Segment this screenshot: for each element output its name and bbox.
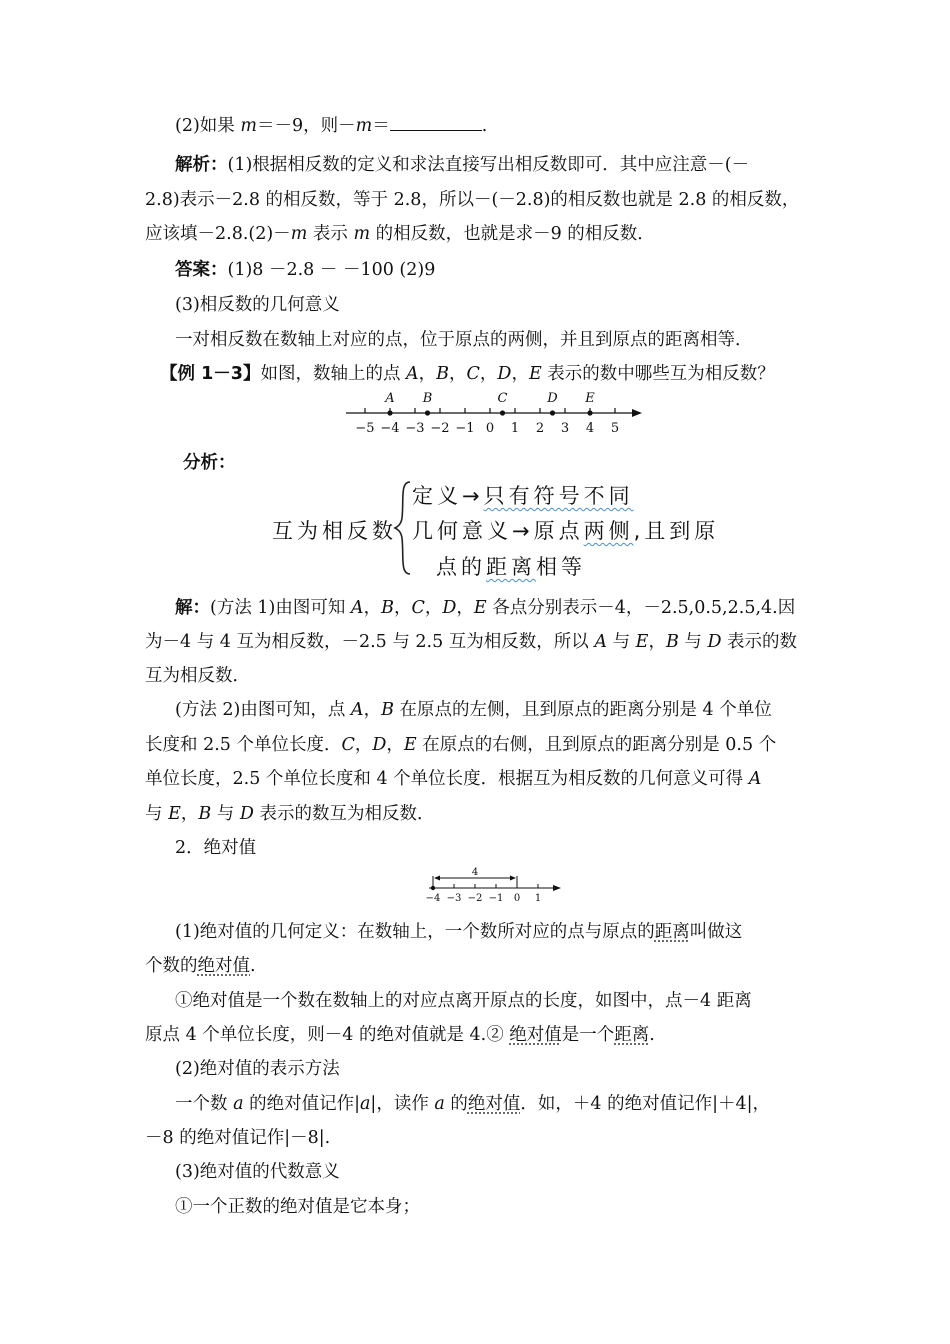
answer-blank — [390, 115, 482, 131]
algebraic-meaning-rule-1: ①一个正数的绝对值是它本身； — [175, 1197, 420, 1217]
notation-text-line-1: 一个数 a 的绝对值记作|a|，读作 a 的绝对值．如，＋4 的绝对值记作|＋4|， — [175, 1094, 771, 1114]
question-2-line: (2)如果 m＝－9，则－m＝ . — [175, 116, 488, 136]
distance-label: 4 — [471, 867, 479, 878]
section-heading-geometric-meaning: (3)相反数的几何意义 — [175, 295, 340, 315]
absolute-value-note-line-2: 原点 4 个单位长度，则－4 的绝对值就是 4.② 绝对值是一个距离. — [145, 1025, 655, 1045]
diagram-branch-definition: 定义→只有符号不同 — [412, 484, 634, 508]
analysis-paragraph-line-1: 解析：(1)根据相反数的定义和求法直接写出相反数即可．其中应注意－(－ — [175, 155, 750, 175]
notation-text-line-2: －8 的绝对值记作|－8|. — [145, 1128, 331, 1148]
distance-arrowhead-right — [510, 876, 516, 881]
tick-label: 0 — [485, 421, 495, 436]
diagram-branch-geometric-cont: 点的距离相等 — [436, 555, 586, 579]
distance-arrowhead-left — [434, 876, 440, 881]
tick-label: 1 — [510, 421, 520, 436]
answer-line: 答案：(1)8 －2.8 － －100 (2)9 — [175, 260, 436, 280]
number-line-arrowhead — [632, 409, 642, 417]
section-heading-absolute-value: 2．绝对值 — [175, 838, 257, 858]
tick-label: −2 — [430, 421, 450, 436]
tick-label: −3 — [405, 421, 425, 436]
geometric-meaning-text: 一对相反数在数轴上对应的点，位于原点的两侧，并且到原点的距离相等． — [175, 330, 753, 350]
number-line-figure — [340, 385, 650, 437]
tick-label: 3 — [560, 421, 570, 436]
tick-label: −5 — [355, 421, 375, 436]
point-E — [587, 410, 592, 415]
solution-method-1-line-3: 互为相反数． — [145, 666, 250, 686]
point-D — [550, 410, 555, 415]
analysis-label: 分析： — [183, 453, 236, 473]
tick-label: 1 — [534, 893, 542, 904]
point-label-E: E — [585, 391, 595, 406]
example-1-3-question: 【例 1－3】如图，数轴上的点 A，B，C，D，E 表示的数中哪些互为相反数？ — [160, 364, 775, 384]
solution-method-2-line-3: 单位长度，2.5 个单位长度和 4 个单位长度．根据互为相反数的几何意义可得 A — [145, 769, 762, 789]
tick-label: 5 — [610, 421, 620, 436]
point-label-D: D — [547, 391, 558, 406]
point-B — [425, 410, 430, 415]
diagram-root-term: 互为相反数 — [272, 519, 397, 543]
point-label-A: A — [385, 391, 395, 406]
absolute-value-number-line — [425, 862, 565, 908]
tick-label: −1 — [455, 421, 475, 436]
analysis-paragraph-line-2: 2.8)表示－2.8 的相反数，等于 2.8，所以－(－2.8)的相反数也就是 2.8 的相反数， — [145, 190, 800, 210]
number-line-arrowhead — [553, 885, 561, 891]
solution-method-2-line-2: 长度和 2.5 个单位长度．C，D，E 在原点的右侧，且到原点的距离分别是 0.5 个 — [145, 735, 777, 755]
tick-label: −4 — [425, 893, 441, 904]
absolute-value-definition-line-2: 个数的绝对值. — [145, 956, 256, 976]
section-heading-notation: (2)绝对值的表示方法 — [175, 1059, 340, 1079]
diagram-branch-geometric: 几何意义→原点两侧,且到原 — [412, 519, 720, 543]
absolute-value-definition-line-1: (1)绝对值的几何定义：在数轴上，一个数所对应的点与原点的距离叫做这 — [175, 922, 743, 942]
solution-method-1-line-1: 解：(方法 1)由图可知 A，B，C，D，E 各点分别表示－4，－2.5,0.5,2.5,4.因 — [175, 598, 796, 618]
solution-method-2-line-4: 与 E，B 与 D 表示的数互为相反数． — [145, 804, 435, 824]
tick-label: −1 — [488, 893, 504, 904]
tick-label: −4 — [380, 421, 400, 436]
point-C — [500, 410, 505, 415]
point-label-C: C — [497, 391, 508, 406]
absolute-value-note-line-1: ①绝对值是一个数在数轴上的对应点离开原点的长度，如图中，点－4 距离 — [175, 991, 752, 1011]
tick-label: 4 — [585, 421, 595, 436]
tick-label: 2 — [535, 421, 545, 436]
solution-method-1-line-2: 为－4 与 4 互为相反数，－2.5 与 2.5 互为相反数，所以 A 与 E，B 与 D 表示的数 — [145, 632, 798, 652]
tick-label: 0 — [513, 893, 521, 904]
analysis-paragraph-line-3: 应该填－2.8.(2)－m 表示 m 的相反数，也就是求－9 的相反数． — [145, 224, 655, 244]
point-A — [387, 410, 392, 415]
tick-label: −3 — [446, 893, 462, 904]
tick-label: −2 — [467, 893, 483, 904]
solution-method-2-line-1: (方法 2)由图可知，点 A，B 在原点的左侧，且到原点的距离分别是 4 个单位 — [175, 700, 772, 720]
point-label-B: B — [422, 391, 433, 406]
section-heading-algebraic-meaning: (3)绝对值的代数意义 — [175, 1162, 340, 1182]
curly-brace — [392, 478, 414, 578]
